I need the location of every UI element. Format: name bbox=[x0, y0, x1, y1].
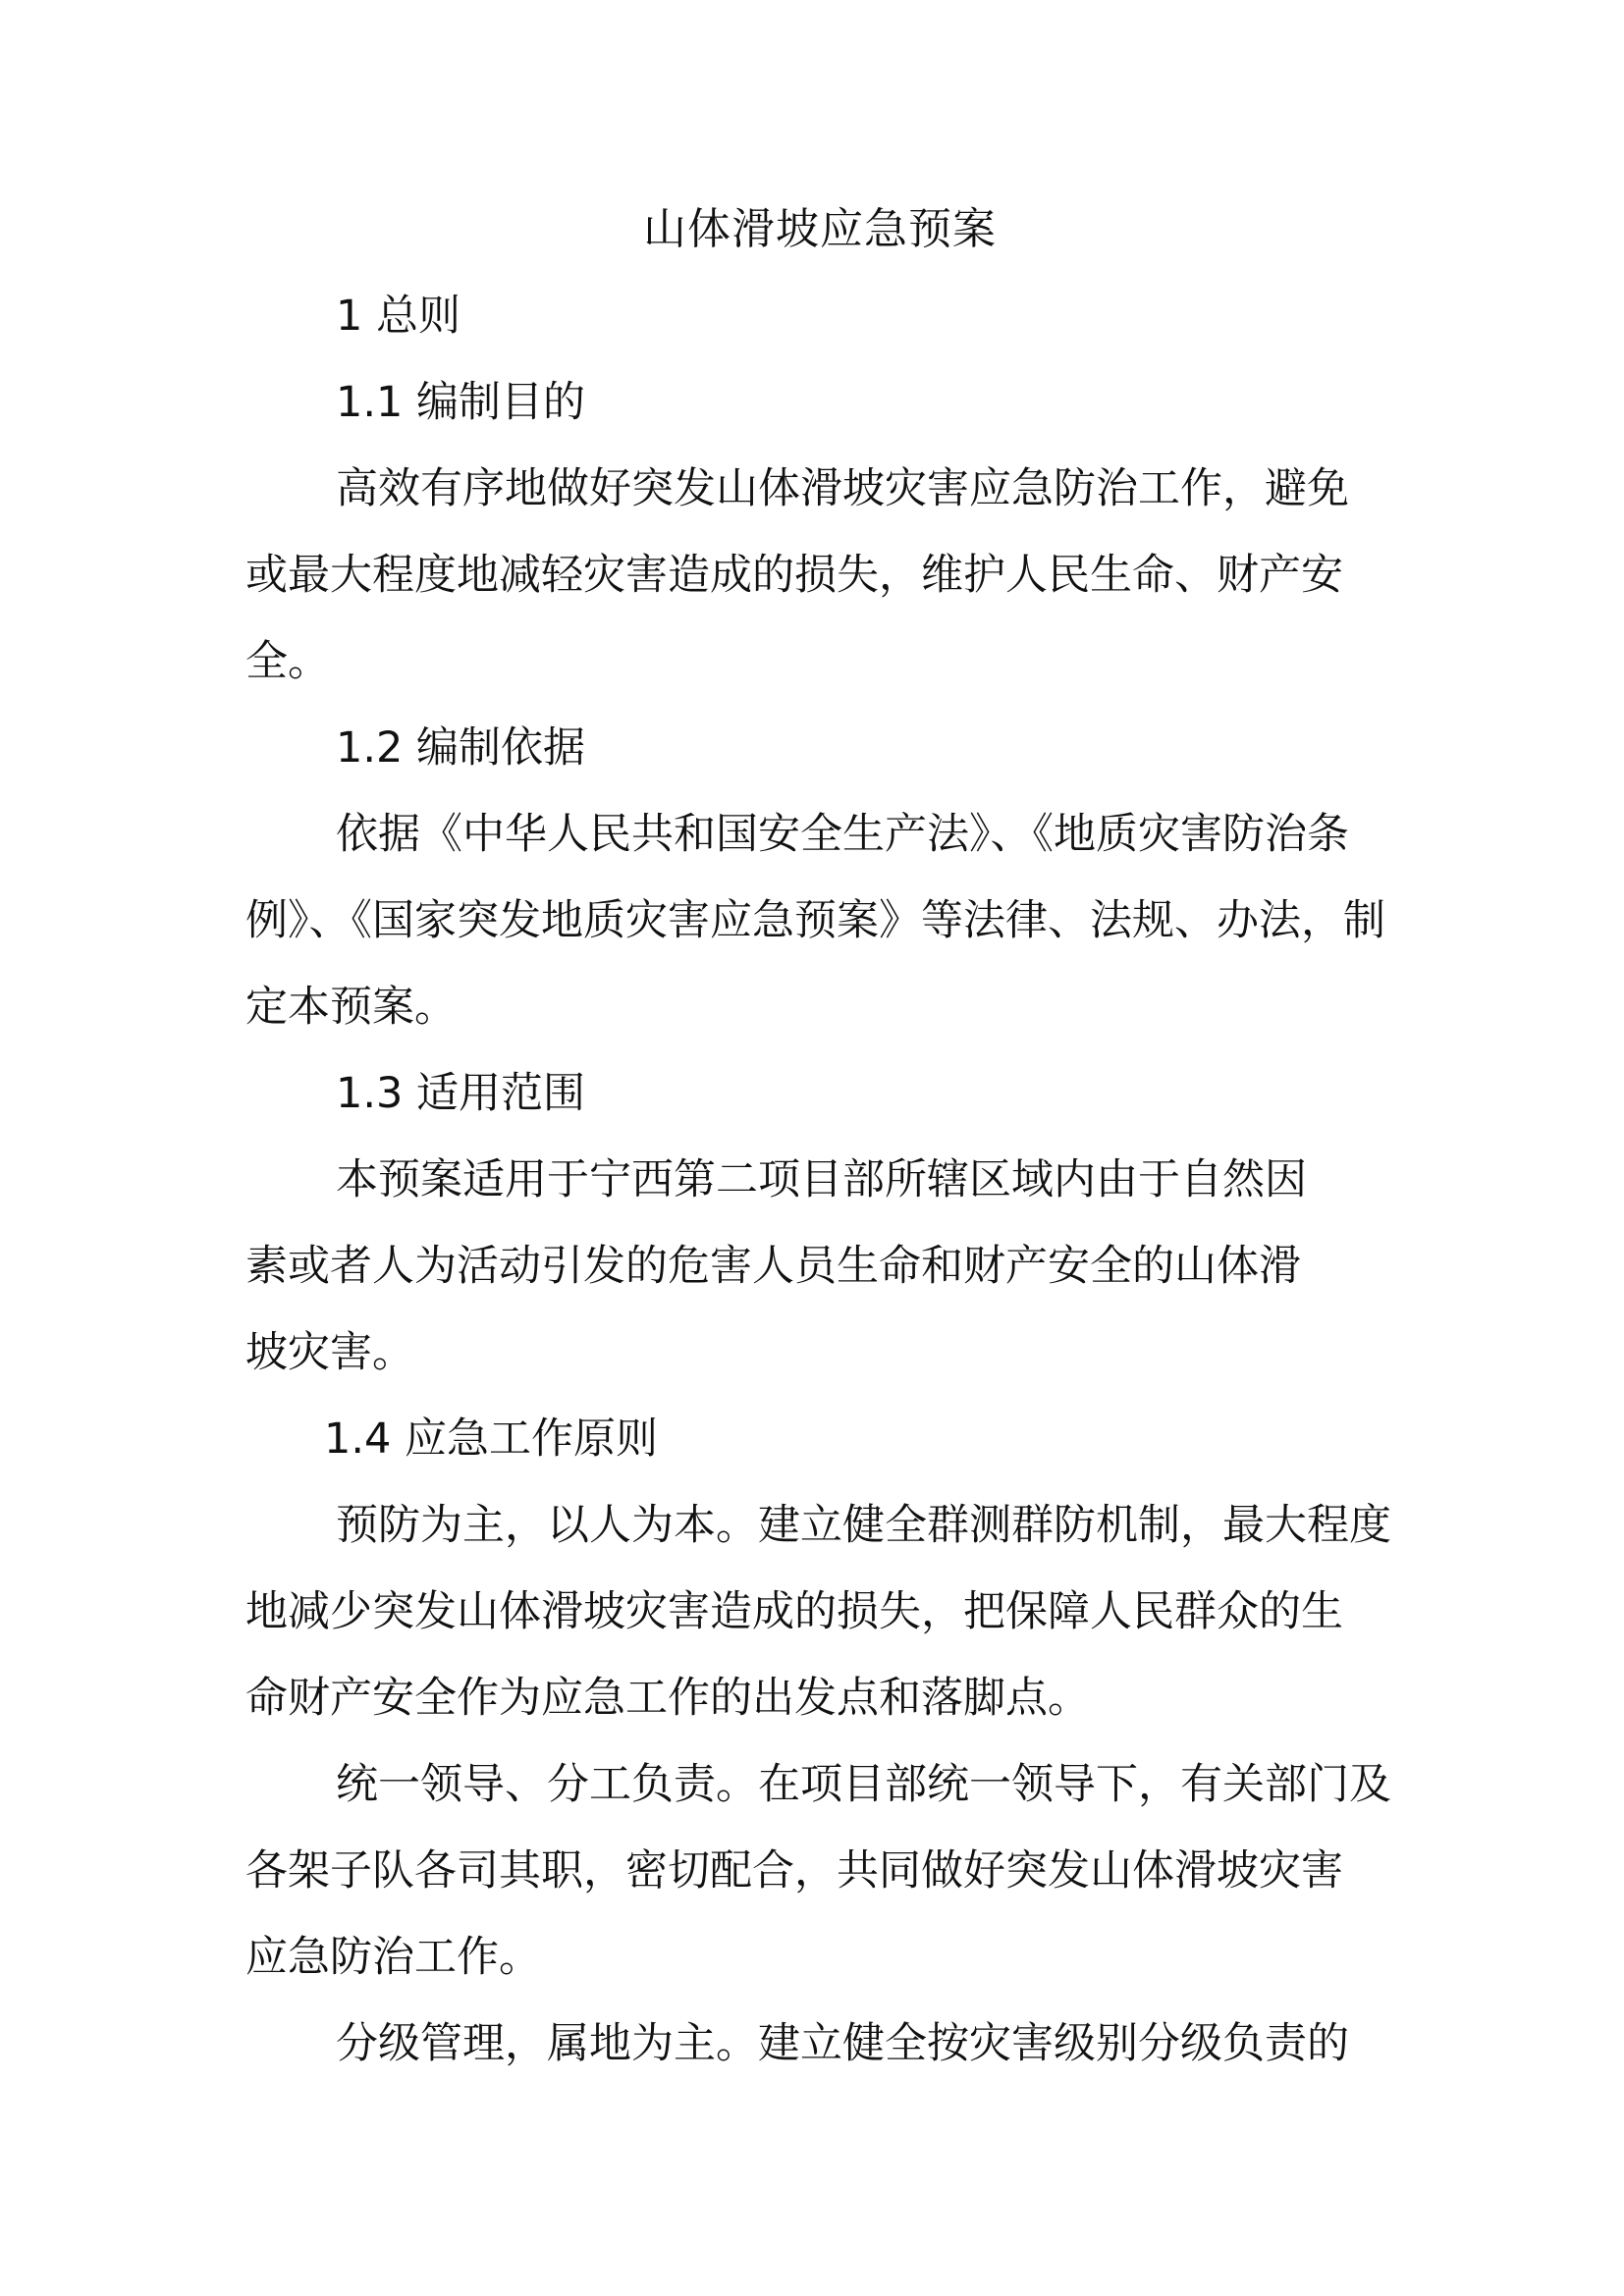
text-line: 素或者人为活动引发的危害人员生命和财产安全的山体滑 bbox=[245, 1242, 1301, 1291]
text-line: 依据《中华人民共和国安全生产法》、《地质灾害防治条 bbox=[336, 810, 1349, 859]
text-line: 命财产安全作为应急工作的出发点和落脚点。 bbox=[245, 1674, 1090, 1723]
text-line: 定本预案。 bbox=[245, 983, 457, 1032]
text-line: 高效有序地做好突发山体滑坡灾害应急防治工作，避免 bbox=[336, 464, 1349, 513]
text-line: 例》、《国家突发地质灾害应急预案》等法律、法规、办法，制 bbox=[245, 896, 1385, 945]
text-line: 预防为主，以人为本。建立健全群测群防机制，最大程度 bbox=[336, 1501, 1391, 1550]
text-line: 坡灾害。 bbox=[245, 1328, 414, 1377]
text-line: 地减少突发山体滑坡灾害造成的损失，把保障人民群众的生 bbox=[245, 1587, 1343, 1636]
text-line: 或最大程度地减轻灾害造成的损失，维护人民生命、财产安 bbox=[245, 551, 1343, 600]
heading-general: 1 总则 bbox=[336, 292, 461, 341]
heading-principles: 1.4 应急工作原则 bbox=[324, 1415, 659, 1464]
heading-purpose: 1.1 编制目的 bbox=[336, 378, 586, 427]
paragraph-scope bbox=[245, 1137, 1394, 1396]
heading-scope: 1.3 适用范围 bbox=[336, 1069, 586, 1118]
paragraph-principle-prevention bbox=[245, 1482, 1394, 1741]
heading-basis: 1.2 编制依据 bbox=[336, 723, 586, 773]
paragraph-principle-leadership bbox=[245, 1741, 1394, 2001]
text-line: 本预案适用于宁西第二项目部所辖区域内由于自然因 bbox=[336, 1155, 1307, 1204]
text-line: 各架子队各司其职，密切配合，共同做好突发山体滑坡灾害 bbox=[245, 1846, 1343, 1896]
paragraph-principle-management bbox=[245, 2001, 1394, 2087]
text-line: 分级管理，属地为主。建立健全按灾害级别分级负责的 bbox=[336, 2019, 1349, 2068]
text-line: 统一领导、分工负责。在项目部统一领导下，有关部门及 bbox=[336, 1760, 1391, 1809]
text-line: 全。 bbox=[245, 637, 330, 686]
paragraph-purpose bbox=[245, 446, 1394, 705]
text-line: 应急防治工作。 bbox=[245, 1933, 541, 1982]
document-page bbox=[245, 187, 1394, 2087]
document-title: 山体滑坡应急预案 bbox=[643, 204, 997, 254]
paragraph-basis bbox=[245, 791, 1394, 1050]
